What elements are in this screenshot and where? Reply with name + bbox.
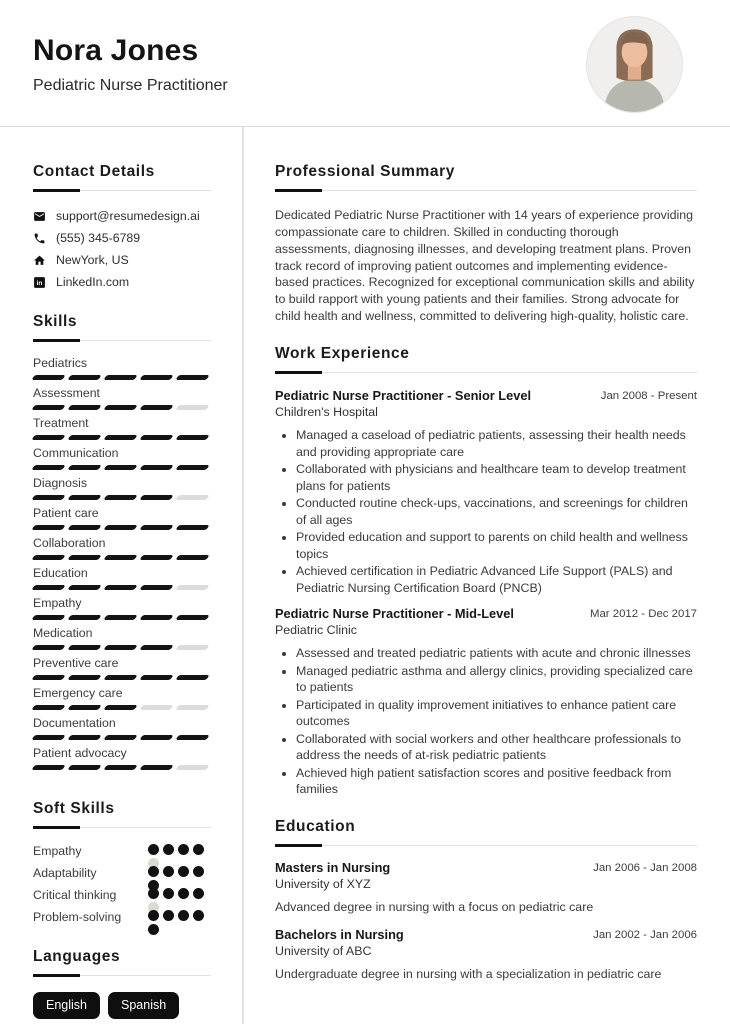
- skill-segment-filled: [175, 555, 210, 560]
- skill-item: [33, 386, 211, 410]
- skill-label: Empathy: [33, 596, 82, 610]
- skill-segment-empty: [175, 405, 210, 410]
- job-bullet: • Assessed and treated pediatric patients with acute and chronic illnesses: [296, 645, 697, 662]
- skill-item: [33, 746, 211, 770]
- skill-item: [33, 626, 211, 650]
- skill-segment-filled: [67, 615, 102, 620]
- skills-section: [33, 313, 211, 770]
- skill-segment-filled: [139, 675, 174, 680]
- education-dates: Jan 2006 - Jan 2008: [593, 861, 697, 874]
- svg-text:in: in: [36, 279, 43, 287]
- home-icon: [33, 254, 46, 267]
- skill-segment-filled: [103, 525, 138, 530]
- job-bullet: • Conducted routine check-ups, vaccinations, and screenings for children of all ages: [296, 495, 697, 528]
- skill-segment-filled: [31, 375, 66, 380]
- skill-segment-filled: [67, 405, 102, 410]
- rating-dot-filled: [178, 888, 189, 899]
- education-school: University of XYZ: [275, 876, 371, 891]
- job-dates: Mar 2012 - Dec 2017: [589, 608, 697, 621]
- skill-item: [33, 356, 211, 380]
- soft-skill-label: Problem-solving: [33, 910, 122, 924]
- skill-segment-filled: [67, 645, 102, 650]
- skill-segment-filled: [175, 465, 210, 470]
- rating-dot-filled: [163, 910, 174, 921]
- avatar: [587, 99, 682, 113]
- language-chip-list: [33, 992, 211, 1019]
- rating-dot-filled: [148, 844, 159, 855]
- skill-level-bar: [33, 405, 211, 410]
- skill-segment-filled: [139, 375, 174, 380]
- skill-segment-filled: [103, 585, 138, 590]
- rating-dot-filled: [178, 866, 189, 877]
- job-title: Pediatric Nurse Practitioner - Senior Level: [275, 388, 532, 404]
- job-company: Children's Hospital: [275, 405, 378, 420]
- skill-label: Assessment: [33, 386, 100, 400]
- soft-skill-label: Adaptability: [33, 866, 97, 880]
- skill-item: [33, 716, 211, 740]
- skill-segment-filled: [31, 705, 66, 710]
- skill-segment-filled: [67, 525, 102, 530]
- email-icon: [33, 210, 46, 223]
- skill-level-bar: [33, 375, 211, 380]
- skill-segment-filled: [31, 615, 66, 620]
- skill-segment-filled: [31, 585, 66, 590]
- education-header: [275, 927, 697, 942]
- skill-segment-filled: [31, 525, 66, 530]
- skill-segment-filled: [67, 735, 102, 740]
- skill-segment-empty: [175, 705, 210, 710]
- skill-label: Treatment: [33, 416, 89, 430]
- skill-segment-filled: [67, 585, 102, 590]
- profile-photo: [586, 16, 683, 113]
- main-content: [244, 127, 730, 1024]
- skill-segment-empty: [175, 645, 210, 650]
- skill-segment-filled: [103, 435, 138, 440]
- contact-item: [33, 275, 211, 289]
- job-title: Pediatric Nurse Practitioner - Mid-Level: [275, 606, 514, 622]
- job-bullet-list: [275, 427, 697, 596]
- skill-segment-filled: [31, 645, 66, 650]
- skill-segment-filled: [139, 465, 174, 470]
- contact-item-text: support@resumedesign.ai: [56, 209, 200, 223]
- skill-label: Emergency care: [33, 686, 123, 700]
- rating-dot-filled: [193, 910, 204, 921]
- languages-section: [33, 948, 211, 1019]
- sidebar: [0, 127, 244, 1024]
- skill-level-bar: [33, 465, 211, 470]
- contact-section: [33, 163, 211, 289]
- skill-segment-filled: [67, 555, 102, 560]
- skill-segment-filled: [103, 495, 138, 500]
- skill-segment-filled: [103, 615, 138, 620]
- soft-skill-item: [33, 910, 211, 924]
- skill-segment-filled: [31, 405, 66, 410]
- rating-dot-filled: [163, 844, 174, 855]
- contact-item-text: NewYork, US: [56, 253, 129, 267]
- experience-section: [275, 345, 697, 798]
- job-bullet: • Collaborated with social workers and other healthcare professionals to address the needs of at-risk pediatric patients: [296, 731, 697, 764]
- skill-segment-filled: [139, 735, 174, 740]
- contact-list: [33, 209, 211, 289]
- skill-segment-filled: [31, 555, 66, 560]
- education-school: University of ABC: [275, 943, 372, 958]
- summary-heading: Professional Summary: [275, 163, 697, 191]
- skill-item: [33, 446, 211, 470]
- rating-dot-filled: [178, 844, 189, 855]
- skills-list: [33, 356, 211, 770]
- skill-label: Education: [33, 566, 88, 580]
- skill-item: [33, 566, 211, 590]
- skill-segment-filled: [103, 705, 138, 710]
- rating-dot-filled: [163, 866, 174, 877]
- skill-segment-filled: [139, 495, 174, 500]
- skill-label: Collaboration: [33, 536, 106, 550]
- skill-segment-filled: [31, 735, 66, 740]
- skill-level-bar: [33, 525, 211, 530]
- rating-dot-filled: [193, 844, 204, 855]
- skill-segment-filled: [175, 375, 210, 380]
- skill-segment-filled: [31, 435, 66, 440]
- skill-label: Patient advocacy: [33, 746, 127, 760]
- skill-segment-filled: [31, 495, 66, 500]
- rating-dot-filled: [148, 866, 159, 877]
- soft-skill-dots: [148, 910, 206, 935]
- skill-segment-filled: [175, 615, 210, 620]
- linkedin-icon: [33, 276, 46, 289]
- skill-segment-empty: [175, 765, 210, 770]
- candidate-name: Nora Jones: [33, 34, 199, 67]
- skills-heading: Skills: [33, 313, 211, 341]
- skill-segment-filled: [139, 525, 174, 530]
- skill-label: Patient care: [33, 506, 99, 520]
- job-bullet: • Managed a caseload of pediatric patients, assessing their health needs and providing appropriate care: [296, 427, 697, 460]
- skill-level-bar: [33, 705, 211, 710]
- resume-body: [0, 127, 730, 1024]
- skill-segment-empty: [175, 585, 210, 590]
- skill-item: [33, 536, 211, 560]
- candidate-job-title: Pediatric Nurse Practitioner: [33, 77, 228, 94]
- skill-item: [33, 506, 211, 530]
- job-bullet: • Provided education and support to parents on child health and wellness topics: [296, 529, 697, 562]
- skill-segment-filled: [139, 645, 174, 650]
- skill-segment-filled: [103, 765, 138, 770]
- education-description: Advanced degree in nursing with a focus on pediatric care: [275, 899, 594, 914]
- rating-dot-filled: [148, 924, 159, 935]
- skill-item: [33, 596, 211, 620]
- skill-level-bar: [33, 645, 211, 650]
- soft-skill-label: Empathy: [33, 844, 82, 858]
- job-list: [275, 388, 697, 798]
- soft-skill-label: Critical thinking: [33, 888, 117, 902]
- soft-skills-heading: Soft Skills: [33, 800, 211, 828]
- education-degree: Bachelors in Nursing: [275, 926, 404, 942]
- skill-label: Preventive care: [33, 656, 119, 670]
- skill-level-bar: [33, 615, 211, 620]
- skill-level-bar: [33, 585, 211, 590]
- skill-segment-filled: [139, 405, 174, 410]
- skill-segment-filled: [67, 705, 102, 710]
- skill-level-bar: [33, 555, 211, 560]
- education-degree: Masters in Nursing: [275, 859, 391, 875]
- job-entry: [275, 388, 697, 596]
- job-bullet: • Achieved high patient satisfaction scores and positive feedback from families: [296, 765, 697, 798]
- skill-segment-filled: [103, 405, 138, 410]
- skill-segment-filled: [67, 375, 102, 380]
- skill-label: Documentation: [33, 716, 116, 730]
- rating-dot-filled: [178, 910, 189, 921]
- skill-segment-filled: [67, 465, 102, 470]
- language-chip-english[interactable]: English: [33, 992, 100, 1019]
- summary-text: Dedicated Pediatric Nurse Practitioner with 14 years of experience providing compassionate care to children. Skilled in conducting thorough assessments, diagnosing illnesses, and developing treatment plans. Proven track record of improving patient outcomes and implementing evidence-based practices. Recognized for exceptional communication skills and ability to build rapport with young patients and their families. Strong advocate for child health and wellness, committed to delivering high-quality, holistic care.: [275, 208, 695, 324]
- rating-dot-filled: [148, 888, 159, 899]
- job-bullet: • Achieved certification in Pediatric Advanced Life Support (PALS) and Pediatric Nursing Certification Board (PNCB): [296, 563, 697, 596]
- summary-section: [275, 163, 697, 325]
- skill-segment-empty: [139, 705, 174, 710]
- skill-segment-filled: [103, 555, 138, 560]
- skill-label: Medication: [33, 626, 93, 640]
- education-entry: [275, 860, 697, 914]
- languages-heading: Languages: [33, 948, 211, 976]
- contact-item: [33, 209, 211, 223]
- education-description: Undergraduate degree in nursing with a specialization in pediatric care: [275, 966, 662, 981]
- skill-label: Pediatrics: [33, 356, 87, 370]
- skill-segment-filled: [175, 525, 210, 530]
- soft-skill-item: [33, 866, 211, 880]
- job-bullet: • Managed pediatric asthma and allergy clinics, providing specialized care to patients: [296, 663, 697, 696]
- skill-segment-filled: [31, 765, 66, 770]
- contact-item: [33, 231, 211, 245]
- skill-segment-filled: [139, 615, 174, 620]
- skill-segment-filled: [139, 585, 174, 590]
- education-header: [275, 860, 697, 875]
- soft-skill-item: [33, 844, 211, 858]
- resume-header: [0, 0, 730, 127]
- skill-level-bar: [33, 765, 211, 770]
- skill-segment-filled: [67, 435, 102, 440]
- rating-dot-filled: [163, 888, 174, 899]
- contact-item-text: LinkedIn.com: [56, 275, 130, 289]
- skill-segment-filled: [175, 735, 210, 740]
- skill-level-bar: [33, 435, 211, 440]
- skill-segment-filled: [175, 435, 210, 440]
- skill-segment-filled: [103, 645, 138, 650]
- skill-segment-filled: [103, 375, 138, 380]
- skill-level-bar: [33, 495, 211, 500]
- rating-dot-filled: [193, 888, 204, 899]
- skill-item: [33, 686, 211, 710]
- experience-heading: Work Experience: [275, 345, 697, 373]
- education-dates: Jan 2002 - Jan 2006: [593, 928, 697, 941]
- skill-label: Communication: [33, 446, 119, 460]
- job-header: [275, 388, 697, 403]
- job-dates: Jan 2008 - Present: [600, 390, 697, 403]
- rating-dot-filled: [148, 910, 159, 921]
- phone-icon: [33, 232, 46, 245]
- skill-segment-filled: [175, 675, 210, 680]
- contact-item-text: (555) 345-6789: [56, 231, 141, 245]
- education-heading: Education: [275, 818, 697, 846]
- soft-skill-item: [33, 888, 211, 902]
- skill-segment-filled: [31, 465, 66, 470]
- skill-segment-filled: [139, 765, 174, 770]
- skill-segment-filled: [103, 675, 138, 680]
- skill-segment-filled: [67, 765, 102, 770]
- rating-dot-filled: [193, 866, 204, 877]
- education-section: [275, 818, 697, 981]
- soft-skills-section: [33, 800, 211, 924]
- job-bullet: • Collaborated with physicians and healthcare team to develop treatment plans for patients: [296, 461, 697, 494]
- skill-segment-filled: [103, 465, 138, 470]
- skill-segment-filled: [103, 735, 138, 740]
- skill-segment-empty: [175, 495, 210, 500]
- skill-item: [33, 656, 211, 680]
- skill-level-bar: [33, 735, 211, 740]
- skill-item: [33, 416, 211, 440]
- job-bullet-list: [275, 645, 697, 798]
- skill-level-bar: [33, 675, 211, 680]
- skill-item: [33, 476, 211, 500]
- contact-item: [33, 253, 211, 267]
- job-entry: [275, 606, 697, 798]
- skill-label: Diagnosis: [33, 476, 87, 490]
- skill-segment-filled: [67, 675, 102, 680]
- job-bullet: • Participated in quality improvement initiatives to enhance patient care outcomes: [296, 697, 697, 730]
- skill-segment-filled: [139, 555, 174, 560]
- job-header: [275, 606, 697, 621]
- soft-skills-list: [33, 844, 211, 924]
- language-chip-spanish[interactable]: Spanish: [108, 992, 179, 1019]
- skill-segment-filled: [31, 675, 66, 680]
- skill-segment-filled: [67, 495, 102, 500]
- education-list: [275, 860, 697, 981]
- job-company: Pediatric Clinic: [275, 623, 357, 638]
- contact-heading: Contact Details: [33, 163, 211, 191]
- skill-segment-filled: [139, 435, 174, 440]
- education-entry: [275, 927, 697, 981]
